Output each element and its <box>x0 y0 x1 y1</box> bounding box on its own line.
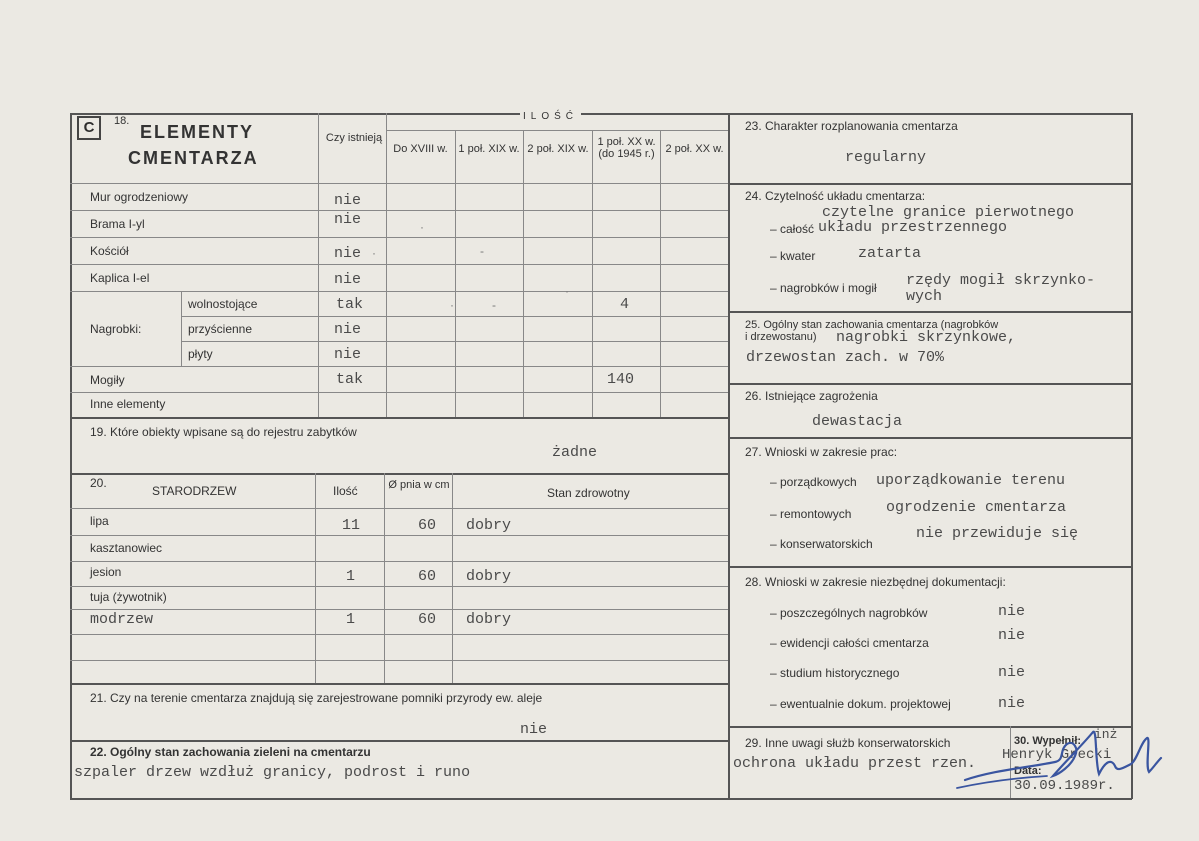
s21-value: nie <box>520 721 548 738</box>
row-count-mogily: 140 <box>607 371 635 388</box>
row-label-brama: Brama I-yl <box>90 217 145 231</box>
s28-label: 28. Wnioski w zakresie niezbędnej dokumentacji: <box>745 575 1006 589</box>
grid-h-s20-2 <box>70 535 728 536</box>
grid-v-p4 <box>592 130 593 417</box>
grid-h-s20-7 <box>70 660 728 661</box>
s27-label: 27. Wnioski w zakresie prac: <box>745 445 898 459</box>
grid-h-s20-5 <box>70 609 728 610</box>
grid-h-1 <box>70 183 728 184</box>
s25-value-b: drzewostan zach. w 70% <box>746 349 945 366</box>
row-label-wolnostojace: wolnostojące <box>188 297 258 311</box>
section-18-number: 18. <box>114 115 130 127</box>
grid-v-p1 <box>386 113 387 417</box>
tree-health-lipa: dobry <box>466 517 512 534</box>
tree-health-jesion: dobry <box>466 568 512 585</box>
s28-item-1-value: nie <box>998 603 1026 620</box>
s28-item-4-value: nie <box>998 695 1026 712</box>
s30-name: Henryk Grecki <box>1002 747 1112 763</box>
s26-value: dewastacja <box>812 413 903 430</box>
grid-h-r24 <box>728 311 1132 313</box>
stray-mark: · <box>565 284 569 298</box>
s30-date-label: Data: <box>1014 765 1042 777</box>
grid-v-s20-health <box>452 473 453 683</box>
grid-h-s20-6 <box>70 634 728 635</box>
stray-mark: · <box>420 220 424 234</box>
row-label-mogily: Mogiły <box>90 373 125 387</box>
s24-sub1-label: – całość <box>770 222 815 236</box>
s29-value: ochrona układu przest rzen. <box>733 755 977 772</box>
s27-item-1-value: uporządkowanie terenu <box>876 472 1066 489</box>
s27-item-3-value: nie przewiduje się <box>916 525 1079 542</box>
s22-value: szpaler drzew wzdłuż granicy, podrost i runo <box>74 764 471 781</box>
s20-col-diam: Ø pnia w cm <box>388 479 450 491</box>
tree-name-tuja: tuja (żywotnik) <box>90 590 167 604</box>
period-header-4: 1 poł. XX w. (do 1945 r.) <box>597 136 656 161</box>
s27-item-2-label: – remontowych <box>770 507 852 521</box>
period-header-3: 2 poł. XIX w. <box>527 143 589 155</box>
period-header-2: 1 poł. XIX w. <box>458 143 520 155</box>
tree-diam-modrzew: 60 <box>418 611 437 628</box>
grid-h-8 <box>70 366 728 367</box>
handwritten-signature <box>955 722 1167 798</box>
grid-h-end18 <box>70 417 728 419</box>
grid-h-end21 <box>70 740 728 742</box>
row-label-kaplica: Kaplica I-el <box>90 271 150 285</box>
frame-left <box>70 113 72 799</box>
s25-value-a: nagrobki skrzynkowe, <box>836 329 1017 346</box>
s20-col-count: Ilość <box>333 484 358 498</box>
s24-sub2-value: zatarta <box>858 245 922 262</box>
s20-title: STARODRZEW <box>152 484 237 498</box>
nagrobki-label: Nagrobki: <box>90 322 142 336</box>
grid-h-r23 <box>728 183 1132 185</box>
s24-label: 24. Czytelność układu cmentarza: <box>745 189 926 203</box>
tree-name-kasztanowiec: kasztanowiec <box>90 541 163 555</box>
stray-mark: · <box>450 298 454 312</box>
s28-item-3-label: – studium historycznego <box>770 666 900 680</box>
tree-name-modrzew: modrzew <box>90 611 154 628</box>
row-label-przyscienne: przyścienne <box>188 322 253 336</box>
grid-h-4 <box>70 264 728 265</box>
s28-item-2-label: – ewidencji całości cmentarza <box>770 636 929 650</box>
s30-label: 30. Wypełnił: <box>1014 735 1082 747</box>
elements-title-line2: CMENTARZA <box>128 148 259 168</box>
grid-v-s20-count <box>315 473 316 683</box>
grid-h-6 <box>181 316 728 317</box>
grid-h-9 <box>70 392 728 393</box>
s23-value: regularny <box>845 149 927 166</box>
s24-sub3-label: – nagrobków i mogił <box>770 281 877 295</box>
tree-name-jesion: jesion <box>90 565 122 579</box>
grid-h-2 <box>70 210 728 211</box>
frame-right <box>1131 113 1133 799</box>
tree-diam-lipa: 60 <box>418 517 437 534</box>
grid-h-ilosc <box>386 130 728 131</box>
s20-number: 20. <box>90 476 107 490</box>
s24-sub3-value-b: wych <box>906 288 943 305</box>
grid-h-s20-4 <box>70 586 728 587</box>
grid-h-r26 <box>728 437 1132 439</box>
s30-date: 30.09.1989r. <box>1014 778 1115 794</box>
grid-h-3 <box>70 237 728 238</box>
s21-label: 21. Czy na terenie cmentarza znajdują się zarejestrowane pomniki przyrody ew. aleje <box>90 691 543 705</box>
tree-count-jesion: 1 <box>346 568 356 585</box>
period-header-1: Do XVIII w. <box>393 143 448 155</box>
grid-h-s20-1 <box>70 508 728 509</box>
row-exists-plyty: nie <box>334 346 362 363</box>
s22-label: 22. Ogólny stan zachowania zieleni na cmentarzu <box>90 745 371 759</box>
grid-v-p5 <box>660 130 661 417</box>
section-badge: C <box>77 116 101 140</box>
grid-h-7 <box>181 341 728 342</box>
s30-title: inż <box>1094 727 1118 742</box>
grid-h-s20-3 <box>70 561 728 562</box>
s28-item-4-label: – ewentualnie dokum. projektowej <box>770 697 951 711</box>
row-exists-wolnostojace: tak <box>336 296 364 313</box>
elements-title-line1: ELEMENTY <box>140 122 255 142</box>
grid-h-5 <box>70 291 728 292</box>
grid-h-end20 <box>70 683 728 685</box>
s24-sub3-value-a: rzędy mogił skrzynko- <box>906 272 1096 289</box>
row-exists-mur: nie <box>334 192 362 209</box>
s27-item-3-label: – konserwatorskich <box>770 537 873 551</box>
grid-v-nagrobki <box>181 291 182 366</box>
grid-v-p2 <box>455 130 456 417</box>
s24-sub2-label: – kwater <box>770 249 816 263</box>
grid-v-s20-diam <box>384 473 385 683</box>
ilosc-header: ILOŚĆ <box>520 112 581 122</box>
s23-label: 23. Charakter rozplanowania cmentarza <box>745 119 958 133</box>
row-exists-kosciol: nie <box>334 245 362 262</box>
s24-line1: czytelne granice pierwotnego <box>822 204 1075 221</box>
tree-count-modrzew: 1 <box>346 611 356 628</box>
stray-mark: - <box>480 244 484 258</box>
tree-health-modrzew: dobry <box>466 611 512 628</box>
s19-value: żadne <box>552 444 598 461</box>
row-exists-kaplica: nie <box>334 271 362 288</box>
s25-label-b: i drzewostanu) <box>745 331 817 343</box>
grid-h-r27 <box>728 566 1132 568</box>
frame-bottom <box>70 798 1132 800</box>
row-label-plyty: płyty <box>188 347 213 361</box>
row-exists-brama: nie <box>334 211 362 228</box>
s28-item-3-value: nie <box>998 664 1026 681</box>
col-exists-header: Czy istnieją <box>325 132 383 144</box>
period-header-5: 2 poł. XX w. <box>665 143 724 155</box>
grid-v-exists <box>318 113 319 417</box>
row-exists-przyscienne: nie <box>334 321 362 338</box>
row-exists-mogily: tak <box>336 371 364 388</box>
s27-item-1-label: – porządkowych <box>770 475 857 489</box>
frame-top <box>70 113 1132 115</box>
row-label-mur: Mur ogrodzeniowy <box>90 190 189 204</box>
frame-middle <box>728 113 730 799</box>
s25-label-a: 25. Ogólny stan zachowania cmentarza (nagrobków <box>745 319 999 331</box>
grid-h-end19 <box>70 473 728 475</box>
row-label-kosciol: Kościół <box>90 244 129 258</box>
s26-label: 26. Istniejące zagrożenia <box>745 389 878 403</box>
row-label-inne: Inne elementy <box>90 397 166 411</box>
grid-v-p3 <box>523 130 524 417</box>
tree-name-lipa: lipa <box>90 514 109 528</box>
s27-item-2-value: ogrodzenie cmentarza <box>886 499 1067 516</box>
grid-h-r25 <box>728 383 1132 385</box>
s24-sub1-value: układu przestrzennego <box>818 219 1008 236</box>
s19-label: 19. Które obiekty wpisane są do rejestru zabytków <box>90 425 357 439</box>
tree-count-lipa: 11 <box>342 517 361 534</box>
s20-col-health: Stan zdrowotny <box>547 486 630 500</box>
s28-item-2-value: nie <box>998 627 1026 644</box>
row-count-wolnostojace: 4 <box>620 296 630 313</box>
stray-mark: - <box>492 298 496 312</box>
s28-item-1-label: – poszczególnych nagrobków <box>770 606 928 620</box>
stray-mark: · <box>372 246 376 260</box>
tree-diam-jesion: 60 <box>418 568 437 585</box>
s29-label: 29. Inne uwagi służb konserwatorskich <box>745 736 951 750</box>
